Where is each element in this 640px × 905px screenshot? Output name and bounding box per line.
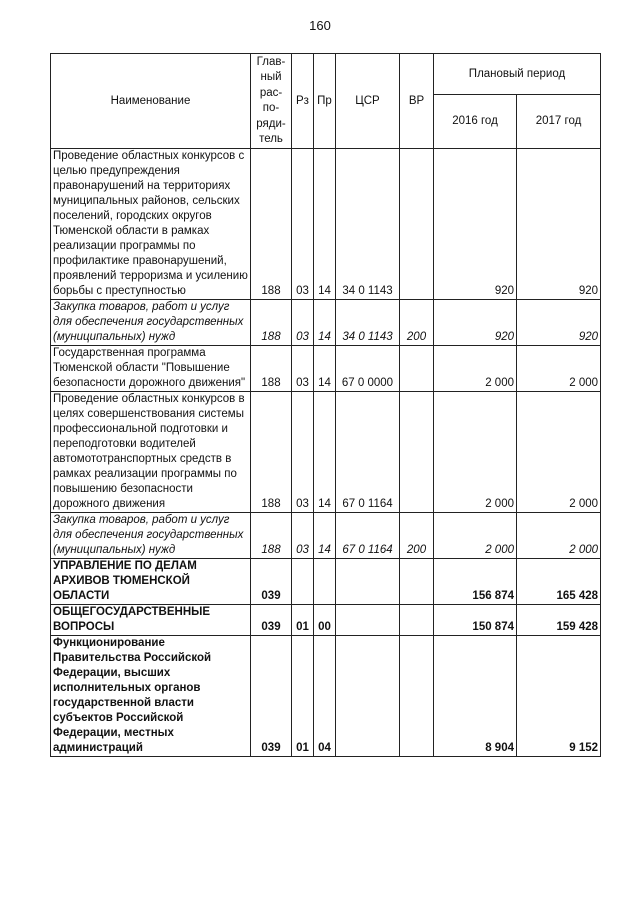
cell-2016: 2 000 — [434, 392, 517, 513]
cell-csr: 67 0 1164 — [336, 513, 400, 559]
table-row — [51, 513, 601, 559]
header-vr: ВР — [400, 54, 434, 149]
cell-pr: 14 — [314, 300, 336, 346]
cell-2017: 920 — [517, 149, 601, 300]
cell-2017: 2 000 — [517, 513, 601, 559]
cell-glav: 188 — [251, 513, 292, 559]
header-glav — [251, 54, 292, 149]
cell-glav: 188 — [251, 149, 292, 300]
cell-2016: 156 874 — [434, 559, 517, 605]
table-row — [51, 605, 601, 636]
cell-name: УПРАВЛЕНИЕ ПО ДЕЛАМ АРХИВОВ ТЮМЕНСКОЙ ОБЛАСТИ — [51, 559, 251, 605]
cell-vr: 200 — [400, 513, 434, 559]
cell-glav: 039 — [251, 559, 292, 605]
cell-pr: 04 — [314, 636, 336, 757]
cell-vr: 200 — [400, 300, 434, 346]
cell-name: Проведение областных конкурсов в целях совершенствования системы профессиональной подготовки и переподготовки водителей автомототранспортных средств в рамках реализации программы по повышению безопасности дорожного движения — [51, 392, 251, 513]
cell-glav: 039 — [251, 636, 292, 757]
cell-rz: 03 — [292, 392, 314, 513]
cell-csr — [336, 636, 400, 757]
cell-glav: 188 — [251, 392, 292, 513]
cell-pr: 14 — [314, 346, 336, 392]
header-csr: ЦСР — [336, 54, 400, 149]
header-year-2017: 2017 год — [517, 95, 601, 149]
cell-pr: 14 — [314, 392, 336, 513]
cell-rz: 03 — [292, 149, 314, 300]
cell-pr: 14 — [314, 149, 336, 300]
cell-2016: 920 — [434, 300, 517, 346]
budget-table — [50, 53, 601, 757]
cell-vr — [400, 149, 434, 300]
cell-csr: 67 0 0000 — [336, 346, 400, 392]
cell-2016: 2 000 — [434, 513, 517, 559]
table-row — [51, 300, 601, 346]
cell-rz: 01 — [292, 605, 314, 636]
cell-2017: 165 428 — [517, 559, 601, 605]
cell-vr — [400, 636, 434, 757]
header-glav-text: Глав- ный рас- по- ряди- тель — [256, 55, 286, 145]
cell-name: Функционирование Правительства Российской Федерации, высших исполнительных органов государственной власти субъектов Российской Федерации, местных администраций — [51, 636, 251, 757]
cell-glav: 039 — [251, 605, 292, 636]
cell-name: Государственная программа Тюменской области "Повышение безопасности дорожного движения" — [51, 346, 251, 392]
cell-2017: 920 — [517, 300, 601, 346]
cell-rz: 03 — [292, 513, 314, 559]
cell-vr — [400, 605, 434, 636]
cell-pr: 00 — [314, 605, 336, 636]
cell-2017: 2 000 — [517, 346, 601, 392]
cell-vr — [400, 392, 434, 513]
cell-csr: 34 0 1143 — [336, 300, 400, 346]
cell-csr — [336, 605, 400, 636]
header-rz: Рз — [292, 54, 314, 149]
cell-2017: 9 152 — [517, 636, 601, 757]
cell-rz: 03 — [292, 300, 314, 346]
cell-csr: 34 0 1143 — [336, 149, 400, 300]
table-row — [51, 149, 601, 300]
header-name: Наименование — [51, 54, 251, 149]
cell-pr — [314, 559, 336, 605]
page-number: 160 — [309, 18, 331, 33]
table-row — [51, 559, 601, 605]
cell-2016: 920 — [434, 149, 517, 300]
cell-rz: 01 — [292, 636, 314, 757]
cell-rz — [292, 559, 314, 605]
cell-2017: 159 428 — [517, 605, 601, 636]
cell-name: Закупка товаров, работ и услуг для обеспечения государственных (муниципальных) нужд — [51, 513, 251, 559]
cell-csr — [336, 559, 400, 605]
table-row — [51, 346, 601, 392]
cell-2016: 8 904 — [434, 636, 517, 757]
cell-vr — [400, 559, 434, 605]
table-row — [51, 636, 601, 757]
cell-rz: 03 — [292, 346, 314, 392]
cell-2016: 2 000 — [434, 346, 517, 392]
cell-glav: 188 — [251, 346, 292, 392]
cell-2017: 2 000 — [517, 392, 601, 513]
header-year-2016: 2016 год — [434, 95, 517, 149]
cell-pr: 14 — [314, 513, 336, 559]
table-row — [51, 392, 601, 513]
header-pr: Пр — [314, 54, 336, 149]
cell-2016: 150 874 — [434, 605, 517, 636]
cell-name: Проведение областных конкурсов с целью предупреждения правонарушений на территориях муниципальных районов, сельских поселений, городских округов Тюменской области в рамках реализации программы по профилактике правонарушений, проявлений терроризма и усилению борьбы с преступностью — [51, 149, 251, 300]
cell-glav: 188 — [251, 300, 292, 346]
cell-vr — [400, 346, 434, 392]
cell-name: ОБЩЕГОСУДАРСТВЕННЫЕ ВОПРОСЫ — [51, 605, 251, 636]
cell-csr: 67 0 1164 — [336, 392, 400, 513]
table-body — [51, 149, 601, 757]
header-planned-period: Плановый период — [434, 54, 601, 95]
cell-name: Закупка товаров, работ и услуг для обеспечения государственных (муниципальных) нужд — [51, 300, 251, 346]
